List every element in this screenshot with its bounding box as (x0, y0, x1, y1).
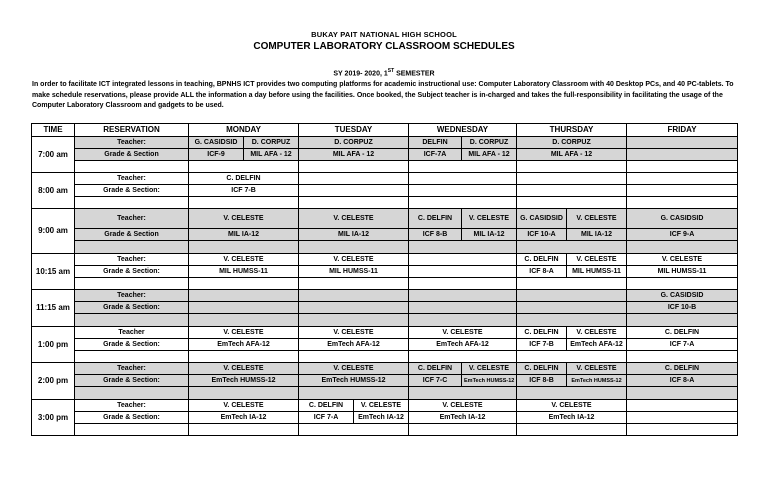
cell: ICF 10-B (627, 302, 738, 314)
table-row (32, 375, 738, 387)
cell: V. CELESTE (462, 209, 517, 229)
cell: ICF-9 (189, 149, 244, 161)
cell: D. CORPUZ (299, 137, 409, 149)
cell: EmTech HUMSS-12 (462, 375, 517, 387)
grade-label: Grade & Section (75, 229, 189, 241)
col-monday: MONDAY (189, 124, 299, 137)
cell: MIL AFA - 12 (299, 149, 409, 161)
cell: V. CELESTE (354, 400, 409, 412)
cell: EmTech HUMSS-12 (189, 375, 299, 387)
table-row (32, 363, 738, 375)
cell: V. CELESTE (189, 363, 299, 375)
cell: ICF 7-A (627, 339, 738, 351)
cell: V. CELESTE (189, 254, 299, 266)
cell: EmTech IA-12 (409, 412, 517, 424)
spacer-row (32, 314, 738, 327)
cell: ICF 8-B (409, 229, 462, 241)
cell: G. CASIDSID (627, 290, 738, 302)
cell: V. CELESTE (299, 254, 409, 266)
cell: V. CELESTE (189, 400, 299, 412)
col-friday: FRIDAY (627, 124, 738, 137)
time-cell: 8:00 am (32, 173, 75, 209)
time-cell: 11:15 am (32, 290, 75, 327)
cell: MIL AFA - 12 (462, 149, 517, 161)
table-row (32, 209, 738, 229)
cell: V. CELESTE (409, 327, 517, 339)
document-title: COMPUTER LABORATORY CLASSROOM SCHEDULES (253, 41, 515, 52)
school-year: SY 2019- 2020, 1ST SEMESTER (333, 68, 435, 78)
cell: MIL IA-12 (567, 229, 627, 241)
cell: MIL AFA - 12 (244, 149, 299, 161)
table-row (32, 290, 738, 302)
cell: MIL AFA - 12 (517, 149, 627, 161)
cell: V. CELESTE (409, 400, 517, 412)
cell: G. CASIDSID (627, 209, 738, 229)
teacher-label: Teacher: (75, 363, 189, 375)
col-tuesday: TUESDAY (299, 124, 409, 137)
spacer-row (32, 424, 738, 436)
cell: MIL IA-12 (299, 229, 409, 241)
grade-label: Grade & Section: (75, 266, 189, 278)
cell: C. DELFIN (299, 400, 354, 412)
teacher-label: Teacher: (75, 254, 189, 266)
header-row (32, 124, 738, 137)
cell: C. DELFIN (189, 173, 299, 185)
cell: EmTech AFA-12 (567, 339, 627, 351)
spacer-row (32, 197, 738, 209)
cell: ICF 10-A (517, 229, 567, 241)
time-cell: 1:00 pm (32, 327, 75, 363)
grade-label: Grade & Section: (75, 412, 189, 424)
teacher-label: Teacher: (75, 290, 189, 302)
cell: MIL IA-12 (189, 229, 299, 241)
col-reservation: RESERVATION (75, 124, 189, 137)
time-cell: 2:00 pm (32, 363, 75, 400)
cell: C. DELFIN (517, 327, 567, 339)
intro-paragraph: In order to facilitate ICT integrated lessons in teaching, BPNHS ICT provides two computing platforms for academic instructional use: Computer Laboratory Classroom with 40 Desktop PCs, and 40 PC-tablets. To make schedule reservations, please provide ALL the information a day before using the facilities. Once booked, the Subject teacher is in-charged and takes the full-responsibility in facilitating the usage of the Computer Laboratory Classroom and gadgets to be used. (32, 81, 734, 109)
cell (627, 149, 738, 161)
cell: ICF 9-A (627, 229, 738, 241)
col-time: TIME (32, 124, 75, 137)
cell: D. CORPUZ (462, 137, 517, 149)
cell: V. CELESTE (462, 363, 517, 375)
time-cell: 3:00 pm (32, 400, 75, 436)
cell: D. CORPUZ (517, 137, 627, 149)
spacer-row (32, 387, 738, 400)
cell: EmTech AFA-12 (189, 339, 299, 351)
spacer-row (32, 161, 738, 173)
cell: V. CELESTE (189, 327, 299, 339)
cell: D. CORPUZ (244, 137, 299, 149)
cell: ICF 7-A (299, 412, 354, 424)
spacer-row (32, 351, 738, 363)
table-row (32, 185, 738, 197)
col-thursday: THURSDAY (517, 124, 627, 137)
table-row (32, 400, 738, 412)
cell: ICF 7-B (189, 185, 299, 197)
cell: C. DELFIN (409, 363, 462, 375)
cell: C. DELFIN (517, 254, 567, 266)
table-row (32, 302, 738, 314)
table-row (32, 173, 738, 185)
table-row (32, 254, 738, 266)
cell: EmTech AFA-12 (299, 339, 409, 351)
table-row (32, 412, 738, 424)
cell: G. CASIDSID (189, 137, 244, 149)
col-wednesday: WEDNESDAY (409, 124, 517, 137)
table-row (32, 149, 738, 161)
cell: V. CELESTE (567, 363, 627, 375)
cell: ICF 8-B (517, 375, 567, 387)
cell: C. DELFIN (409, 209, 462, 229)
grade-label: Grade & Section: (75, 339, 189, 351)
cell: EmTech AFA-12 (409, 339, 517, 351)
school-name: BUKAY PAIT NATIONAL HIGH SCHOOL (311, 30, 457, 39)
table-row (32, 266, 738, 278)
time-cell: 7:00 am (32, 137, 75, 173)
cell: V. CELESTE (567, 254, 627, 266)
cell: V. CELESTE (517, 400, 627, 412)
table-row (32, 339, 738, 351)
cell: V. CELESTE (299, 209, 409, 229)
cell: V. CELESTE (627, 254, 738, 266)
cell: EmTech HUMSS-12 (567, 375, 627, 387)
cell: ICF-7A (409, 149, 462, 161)
grade-label: Grade & Section: (75, 185, 189, 197)
cell: V. CELESTE (189, 209, 299, 229)
cell: ICF 8-A (627, 375, 738, 387)
teacher-label: Teacher: (75, 209, 189, 229)
cell: MIL HUMSS-11 (299, 266, 409, 278)
schedule-table (31, 123, 738, 436)
cell: MIL HUMSS-11 (189, 266, 299, 278)
cell: MIL HUMSS-11 (627, 266, 738, 278)
cell: MIL IA-12 (462, 229, 517, 241)
cell: EmTech IA-12 (189, 412, 299, 424)
cell: V. CELESTE (299, 363, 409, 375)
cell: V. CELESTE (567, 327, 627, 339)
cell: G. CASIDSID (517, 209, 567, 229)
cell: EmTech IA-12 (517, 412, 627, 424)
table-row (32, 229, 738, 241)
spacer-row (32, 241, 738, 254)
grade-label: Grade & Section: (75, 302, 189, 314)
time-cell: 9:00 am (32, 209, 75, 254)
table-row (32, 137, 738, 149)
cell: V. CELESTE (299, 327, 409, 339)
cell: ICF 7-C (409, 375, 462, 387)
cell: EmTech HUMSS-12 (299, 375, 409, 387)
table-row (32, 327, 738, 339)
cell: EmTech IA-12 (354, 412, 409, 424)
spacer-row (32, 278, 738, 290)
cell: ICF 8-A (517, 266, 567, 278)
teacher-label: Teacher: (75, 173, 189, 185)
time-cell: 10:15 am (32, 254, 75, 290)
cell: C. DELFIN (627, 327, 738, 339)
cell: ICF 7-B (517, 339, 567, 351)
grade-label: Grade & Section (75, 149, 189, 161)
cell: MIL HUMSS-11 (567, 266, 627, 278)
teacher-label: Teacher (75, 327, 189, 339)
cell: C. DELFIN (517, 363, 567, 375)
cell: V. CELESTE (567, 209, 627, 229)
grade-label: Grade & Section: (75, 375, 189, 387)
cell: C. DELFIN (627, 363, 738, 375)
teacher-label: Teacher: (75, 400, 189, 412)
cell: DELFIN (409, 137, 462, 149)
teacher-label: Teacher: (75, 137, 189, 149)
cell (627, 137, 738, 149)
